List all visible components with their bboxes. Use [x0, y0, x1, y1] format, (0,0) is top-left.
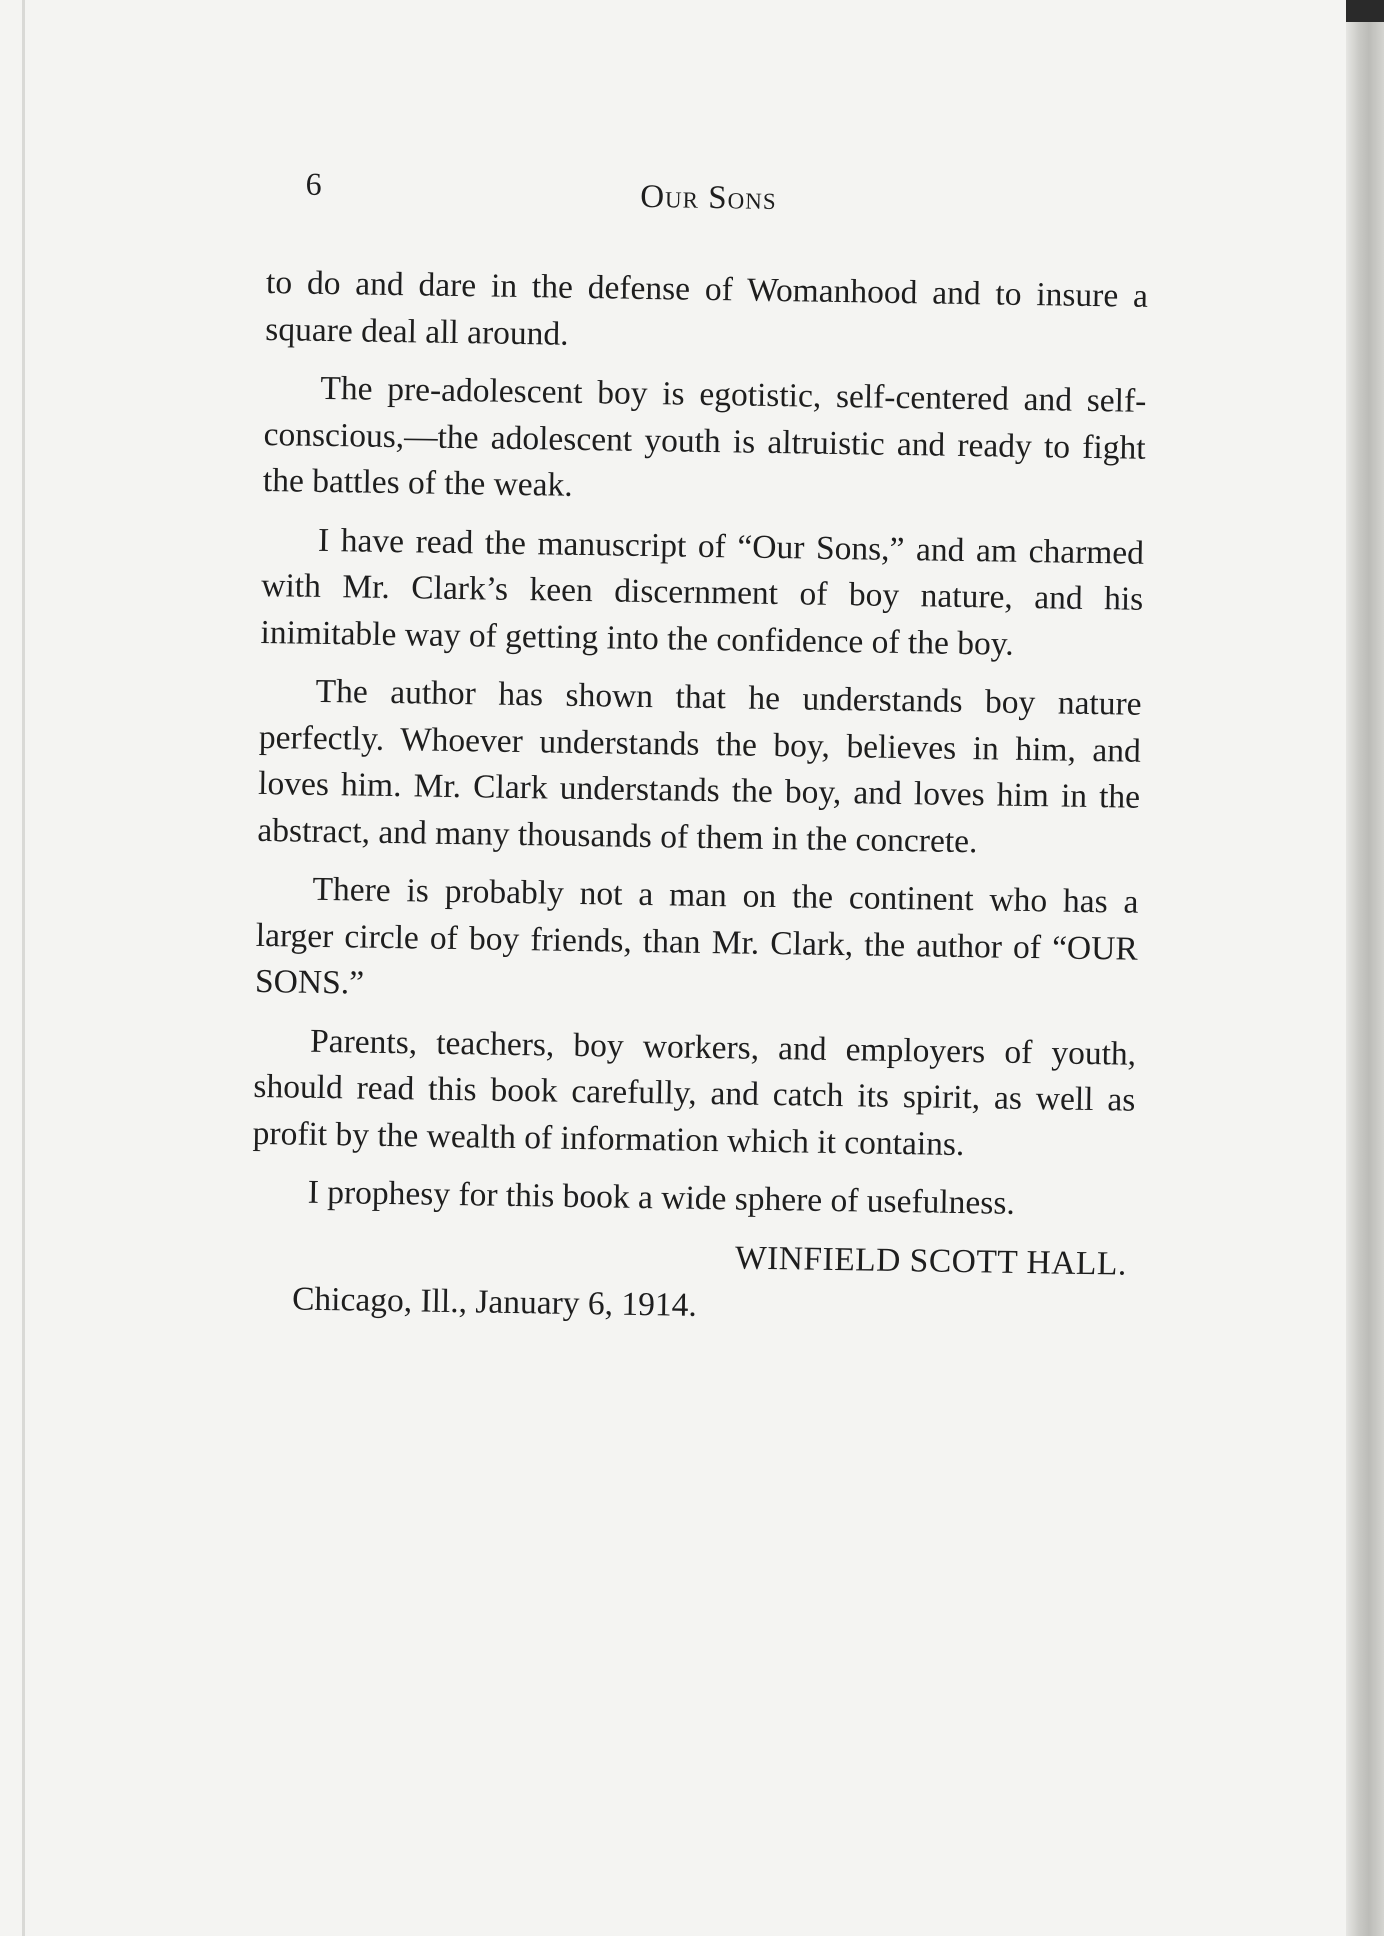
paragraph-6: Parents, teachers, boy workers, and employers of youth, should read this book carefully, and catch its spirit, as well as profit by the wealth of information which it contains. — [252, 1022, 1137, 1163]
paragraph-1: to do and dare in the defense of Womanhood and to insure a square deal all around. — [265, 263, 1149, 353]
paragraph-4: The author has shown that he understands boy nature perfectly. Whoever understands the boy, believes in him, and loves him. Mr. Clark understands the boy, and loves him in the abstract, and many thousands of them in the concrete. — [257, 672, 1142, 860]
book-page — [250, 160, 1150, 1336]
running-head: Our Sons — [639, 178, 777, 217]
dateline: Chicago, Ill., January 6, 1914. — [291, 1280, 698, 1324]
book-spine-shadow — [1346, 0, 1384, 22]
paragraph-7: I prophesy for this book a wide sphere of usefulness. — [307, 1173, 1016, 1222]
paragraph-2: The pre-adolescent boy is egotistic, self-centered and self-conscious,—the adolescent youth is altruistic and ready to fight the battles of the weak. — [262, 369, 1147, 504]
page-edge — [22, 0, 25, 1936]
paragraph-5: There is probably not a man on the continent who has a larger circle of boy friends, than Mr. Clark, the author of “OUR SONS.” — [254, 870, 1139, 1002]
book-spine — [1346, 0, 1384, 1936]
signature: WINFIELD SCOTT HALL. — [734, 1238, 1128, 1283]
page-number: 6 — [305, 165, 322, 202]
paragraph-3: I have read the manuscript of “Our Sons,” and am charmed with Mr. Clark’s keen discernment of boy nature, and his inimitable way of getting into the confidence of the boy. — [260, 521, 1145, 663]
